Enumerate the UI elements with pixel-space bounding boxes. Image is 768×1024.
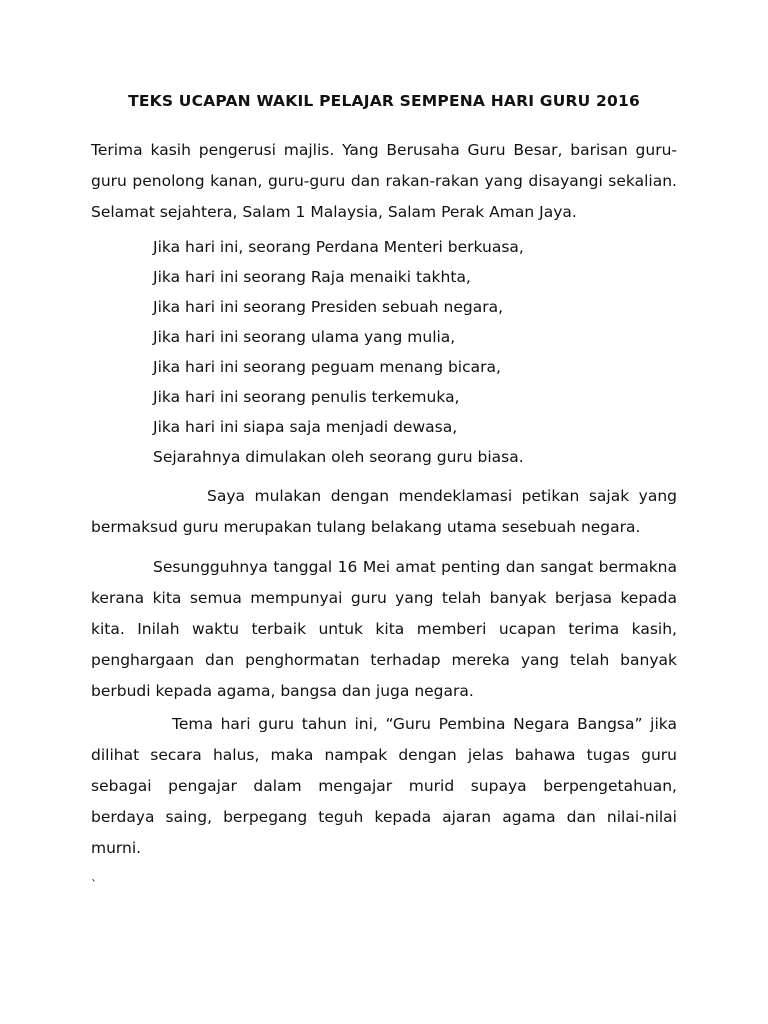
paragraph-1-line-2: bermaksud guru merupakan tulang belakang utama sesebuah negara. <box>91 518 641 536</box>
poem-excerpt <box>153 232 653 472</box>
opening-paragraph <box>91 135 677 228</box>
paragraph-3 <box>91 709 677 864</box>
poem-line-3: Jika hari ini seorang Presiden sebuah negara, <box>153 298 504 316</box>
poem-line-2: Jika hari ini seorang Raja menaiki takhta, <box>153 268 471 286</box>
paragraph-2-line-3: kita. Inilah waktu terbaik untuk kita memberi ucapan terima kasih, <box>91 620 677 638</box>
poem-line-8: Sejarahnya dimulakan oleh seorang guru biasa. <box>153 448 524 466</box>
paragraph-3-line-4: berdaya saing, berpegang teguh kepada ajaran agama dan nilai-nilai <box>91 808 677 826</box>
trailing-mark: ` <box>91 878 97 892</box>
poem-line-1: Jika hari ini, seorang Perdana Menteri berkuasa, <box>153 238 524 256</box>
document-title: TEKS UCAPAN WAKIL PELAJAR SEMPENA HARI GURU 2016 <box>128 92 640 110</box>
paragraph-3-line-5: murni. <box>91 839 142 857</box>
opening-line-1: Terima kasih pengerusi majlis. Yang Berusaha Guru Besar, barisan guru- <box>91 141 677 159</box>
paragraph-3-line-1: Tema hari guru tahun ini, “Guru Pembina Negara Bangsa” jika <box>172 715 677 733</box>
paragraph-2 <box>91 552 677 707</box>
poem-line-4: Jika hari ini seorang ulama yang mulia, <box>153 328 456 346</box>
paragraph-1-line-1: Saya mulakan dengan mendeklamasi petikan sajak yang <box>207 487 677 505</box>
paragraph-3-line-2: dilihat secara halus, maka nampak dengan jelas bahawa tugas guru <box>91 746 677 764</box>
poem-line-7: Jika hari ini siapa saja menjadi dewasa, <box>153 418 458 436</box>
paragraph-3-line-3: sebagai pengajar dalam mengajar murid supaya berpengetahuan, <box>91 777 677 795</box>
opening-line-3: Selamat sejahtera, Salam 1 Malaysia, Salam Perak Aman Jaya. <box>91 203 577 221</box>
paragraph-2-line-1: Sesungguhnya tanggal 16 Mei amat penting dan sangat bermakna <box>153 558 677 576</box>
paragraph-2-line-4: penghargaan dan penghormatan terhadap mereka yang telah banyak <box>91 651 677 669</box>
paragraph-2-line-5: berbudi kepada agama, bangsa dan juga negara. <box>91 682 474 700</box>
paragraph-1 <box>91 481 677 543</box>
poem-line-5: Jika hari ini seorang peguam menang bicara, <box>153 358 501 376</box>
opening-line-2: guru penolong kanan, guru-guru dan rakan-rakan yang disayangi sekalian. <box>91 172 677 190</box>
poem-line-6: Jika hari ini seorang penulis terkemuka, <box>153 388 460 406</box>
paragraph-2-line-2: kerana kita semua mempunyai guru yang telah banyak berjasa kepada <box>91 589 677 607</box>
